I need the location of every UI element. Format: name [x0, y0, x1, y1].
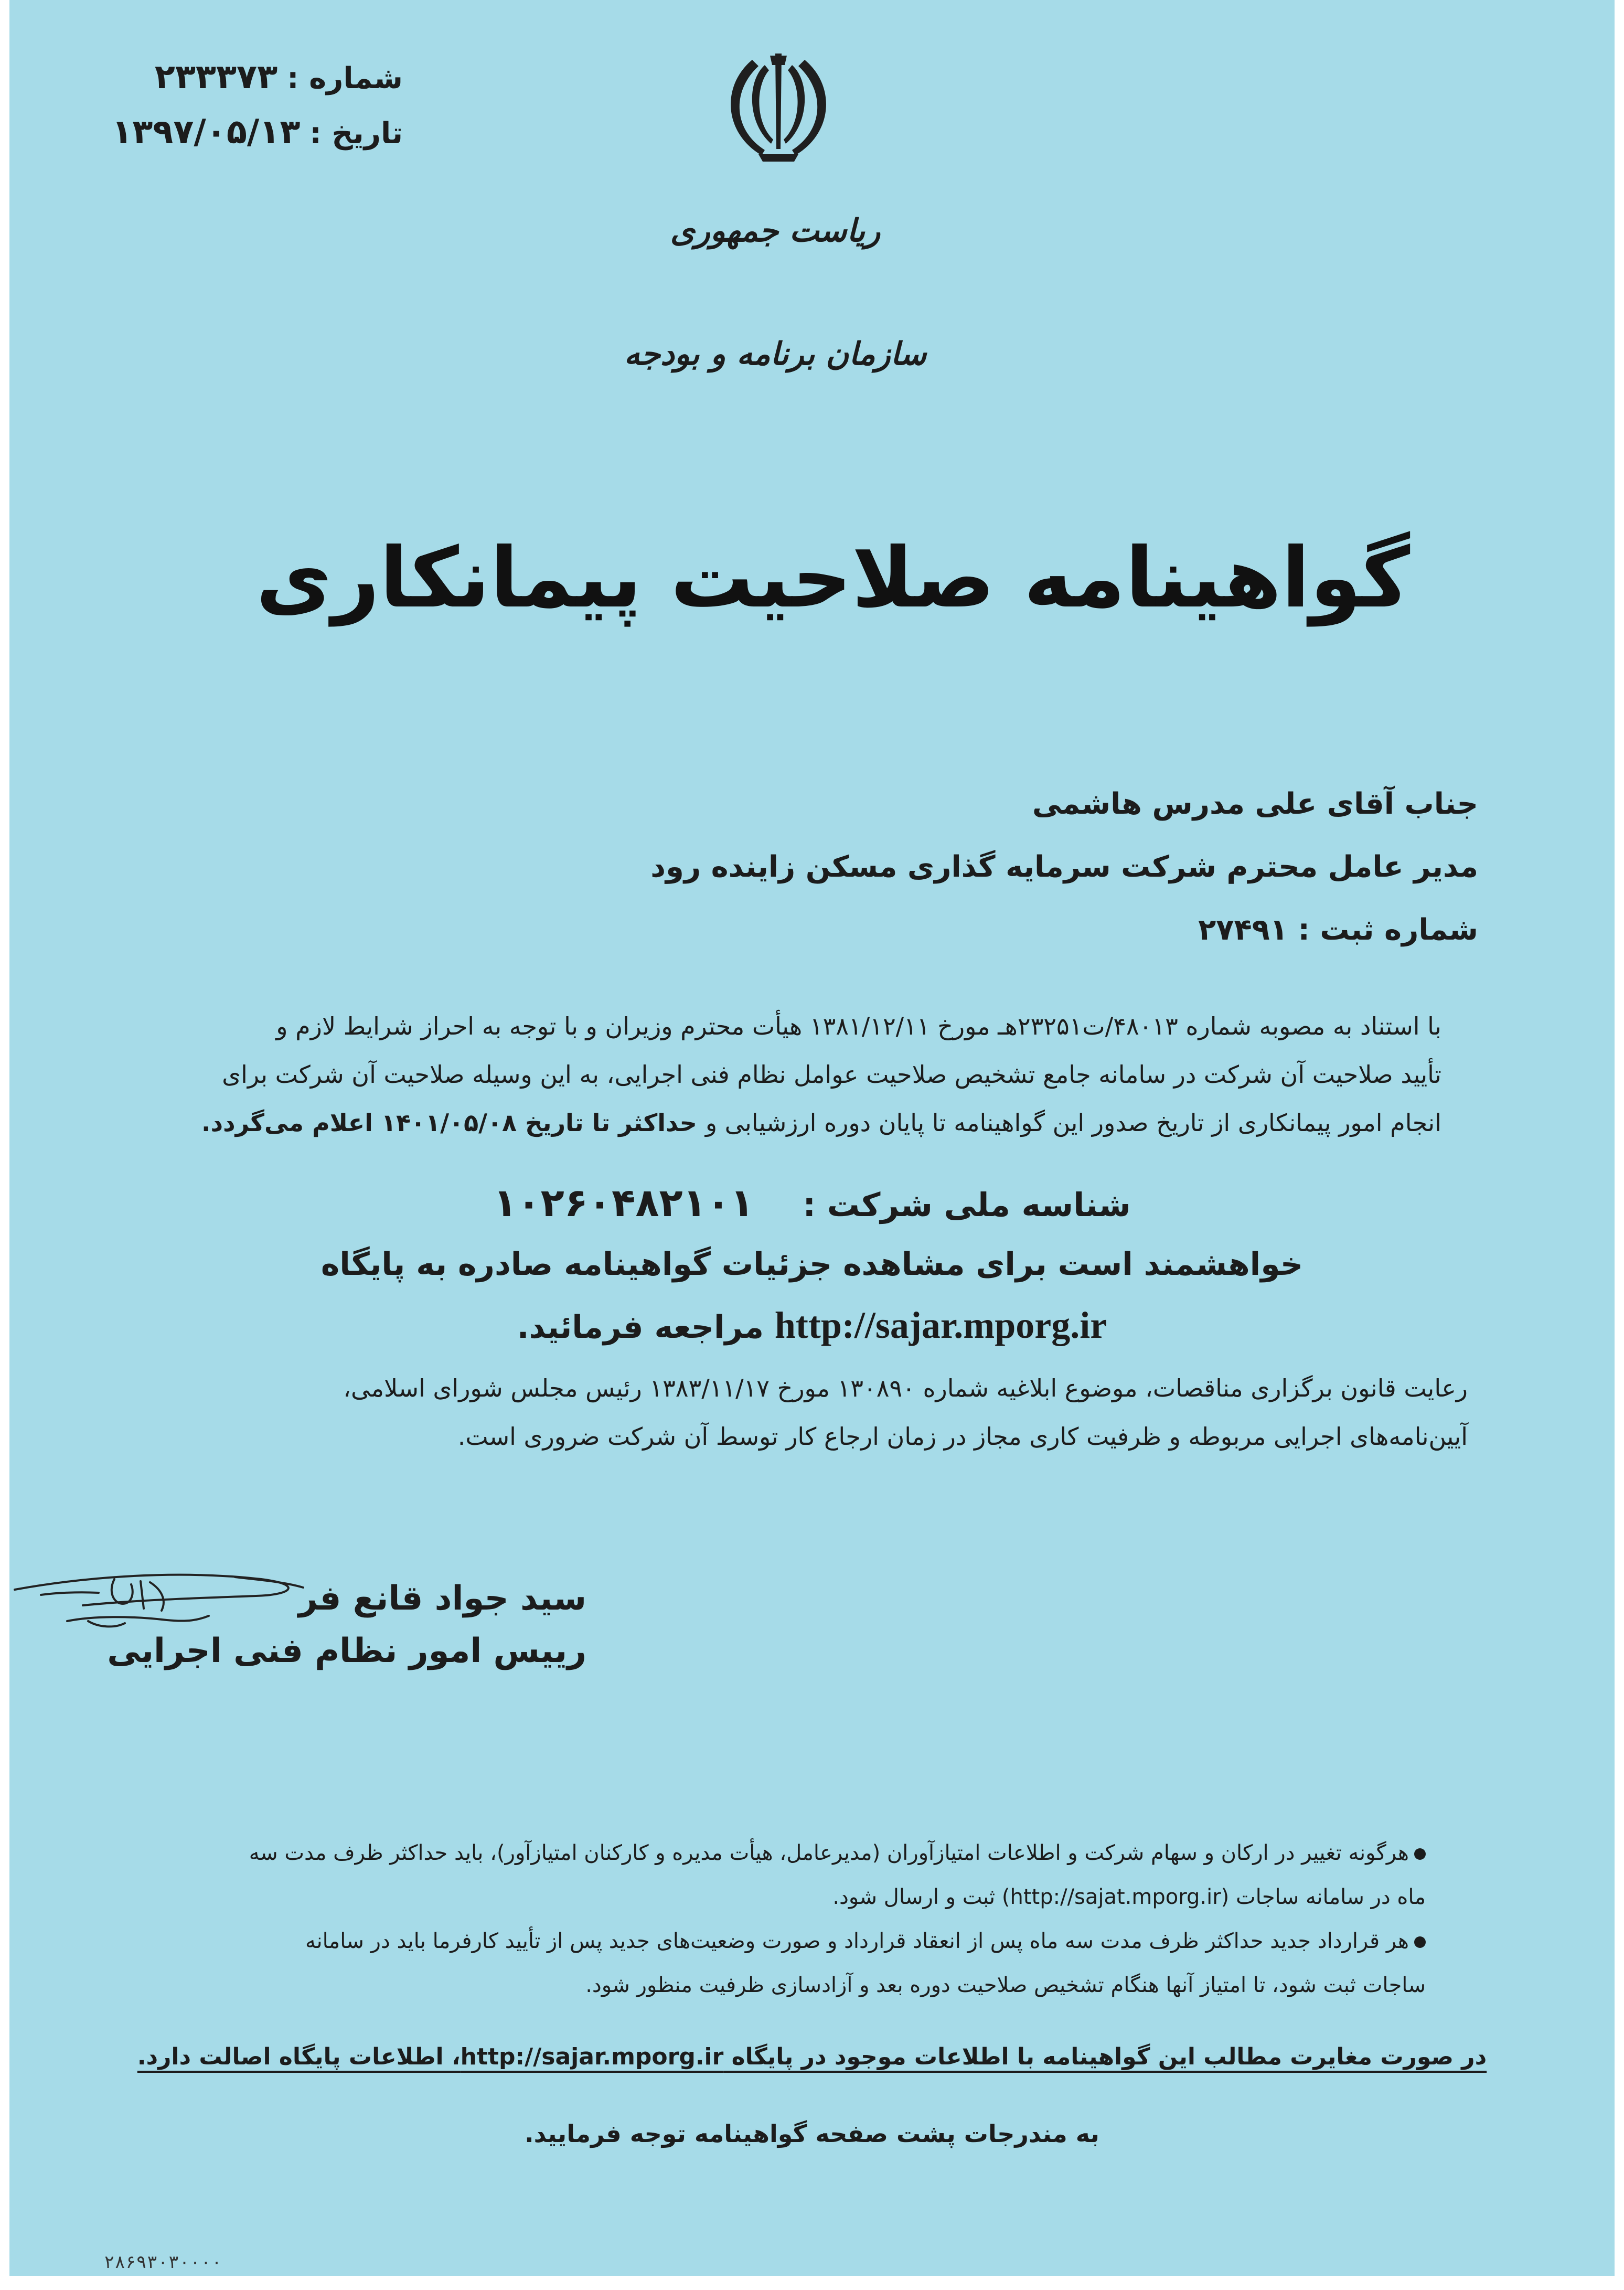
body-line-3-text: انجام امور پیمانکاری از تاریخ صدور این گواهینامه تا پایان دوره ارزشیابی و	[705, 1109, 1441, 1137]
signatory-name: سید جواد قانع فر	[298, 1579, 586, 1618]
note-1-line-1-text: هرگونه تغییر در ارکان و سهام شرکت و اطلاعات امتیازآوران (مدیرعامل، هیأت مدیره و کارکنان امتیازآور)، باید حداکثر ظرف مدت سه	[249, 1841, 1409, 1865]
addressee-position: مدیر عامل محترم شرکت سرمایه گذاری مسکن زاینده رود	[650, 850, 1478, 884]
footer-serial: ۲۸۶۹۳۰۳۰۰۰۰	[104, 2252, 222, 2273]
signatory-position: رییس امور نظام فنی اجرایی	[107, 1632, 586, 1670]
registration-number: شماره ثبت : ۲۷۴۹۱	[1198, 913, 1478, 947]
note-1-line-2: ماه در سامانه ساجات (http://sajat.mporg.ir) ثبت و ارسال شود.	[832, 1885, 1426, 1909]
date-label: تاریخ :	[309, 116, 403, 151]
date-value: ۱۳۹۷/۰۵/۱۳	[112, 113, 301, 152]
note-2-line-1	[9, 1919, 1426, 1963]
ministry-line-1: ریاست جمهوری	[670, 212, 881, 249]
note-1-line-1	[9, 1831, 1426, 1875]
addressee-name: جناب آقای علی مدرس هاشمی	[1032, 787, 1478, 821]
authenticity-warning-text: در صورت مغایرت مطالب این گواهینامه با اطلاعات موجود در پایگاه http://sajar.mporg.ir، اطلاعات پایگاه اصالت دارد.	[137, 2043, 1487, 2070]
body-line-2: تأیید صلاحیت آن شرکت در سامانه جامع تشخیص صلاحیت عوامل نظام فنی اجرایی، به این وسیله صلاحیت آن شرکت برای	[222, 1060, 1441, 1089]
certificate-date	[88, 113, 403, 152]
compliance-paragraph	[104, 1364, 1468, 1461]
national-id-value: ۱۰۲۶۰۴۸۲۱۰۱	[493, 1180, 754, 1226]
body-line-1: با استناد به مصوبه شماره ۴۸۰۱۳/ت۲۳۲۵۱هـ مورخ ۱۳۸۱/۱۲/۱۱ هیأت محترم وزیران و با توجه به احراز شرایط لازم و	[276, 1012, 1441, 1040]
portal-line-1: خواهشمند است برای مشاهده جزئیات گواهینامه صادره به پایگاه	[320, 1246, 1304, 1283]
note-2-line-2: ساجات ثبت شود، تا امتیاز آنها هنگام تشخیص صلاحیت دوره بعد و آزادسازی ظرفیت منظور شود.	[585, 1973, 1426, 1997]
iran-emblem-icon	[710, 44, 847, 165]
national-id	[9, 1180, 1615, 1226]
ministry-line-2: سازمان برنامه و بودجه	[624, 336, 927, 372]
portal-line-2	[9, 1304, 1615, 1347]
national-id-label: شناسه ملی شرکت :	[803, 1186, 1131, 1224]
portal-line-2-suffix: مراجعه فرمائید.	[517, 1309, 764, 1346]
back-page-note: به مندرجات پشت صفحه گواهینامه توجه فرمایید.	[525, 2119, 1099, 2148]
compliance-line-2: آیین‌نامه‌های اجرایی مربوطه و ظرفیت کاری مجاز در زمان ارجاع کار توسط آن شرکت ضروری است.	[457, 1422, 1468, 1451]
note-2-line-1-text: هر قرارداد جدید حداکثر ظرف مدت سه ماه پس از انعقاد قرارداد و صورت وضعیت‌های جدید پس از تأیید کارفرما باید در سامانه	[305, 1929, 1409, 1953]
body-paragraph	[78, 1002, 1441, 1147]
number-value: ۲۳۳۳۷۳	[154, 58, 278, 97]
validity-date-text: حداکثر تا تاریخ ۱۴۰۱/۰۵/۰۸ اعلام می‌گردد.	[201, 1109, 706, 1137]
bullet-icon	[1414, 1936, 1426, 1948]
portal-url-link[interactable]: http://sajar.mporg.ir	[774, 1304, 1107, 1346]
certificate-page	[9, 0, 1615, 2276]
bullet-icon	[1414, 1848, 1426, 1860]
body-line-3	[78, 1099, 1441, 1147]
number-label: شماره :	[287, 61, 403, 95]
certificate-number	[88, 58, 403, 97]
certificate-title: گواهینامه صلاحیت پیمانکاری	[255, 530, 1411, 626]
authenticity-warning	[9, 2043, 1615, 2070]
compliance-line-1: رعایت قانون برگزاری مناقصات، موضوع ابلاغیه شماره ۱۳۰۸۹۰ مورخ ۱۳۸۳/۱۱/۱۷ رئیس مجلس شورای اسلامی،	[343, 1374, 1468, 1402]
notes-list	[9, 1831, 1426, 2007]
